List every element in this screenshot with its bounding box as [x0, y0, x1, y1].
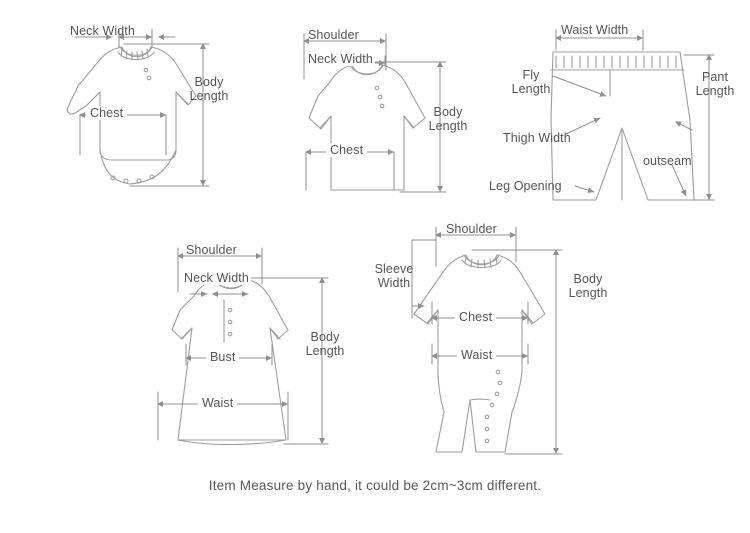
label-pants-outseam: outseam [643, 154, 692, 168]
label-dress-bust: Bust [206, 350, 239, 364]
label-pants-pant-length: Pant Length [695, 70, 735, 99]
label-bodysuit-chest: Chest [86, 106, 127, 120]
label-bodysuit-neck-width: Neck Width [70, 24, 135, 38]
label-dress-neck-width: Neck Width [184, 271, 249, 285]
figure-sweater [309, 65, 425, 190]
label-romper-chest: Chest [455, 310, 496, 324]
label-dress-shoulder: Shoulder [186, 243, 237, 257]
label-sweater-body-length: Body Length [428, 105, 468, 134]
label-dress-body-length: Body Length [305, 330, 345, 359]
measurement-note: Item Measure by hand, it could be 2cm~3cm different. [208, 478, 542, 493]
label-romper-body-length: Body Length [568, 272, 608, 301]
label-pants-fly-length: Fly Length [511, 68, 551, 97]
label-pants-leg-opening: Leg Opening [489, 179, 562, 193]
label-romper-waist: Waist [457, 348, 496, 362]
label-romper-sleeve-width: Sleeve Width [374, 262, 414, 291]
label-romper-shoulder: Shoulder [446, 222, 497, 236]
label-pants-waist-width: Waist Width [561, 23, 629, 37]
label-bodysuit-body-length: Body Length [189, 75, 229, 104]
figure-pants [551, 52, 694, 200]
label-sweater-neck-width: Neck Width [308, 52, 373, 66]
label-pants-thigh-width: Thigh Width [503, 131, 571, 145]
label-dress-waist: Waist [198, 396, 237, 410]
label-sweater-chest: Chest [326, 143, 367, 157]
label-sweater-shoulder: Shoulder [308, 28, 359, 42]
